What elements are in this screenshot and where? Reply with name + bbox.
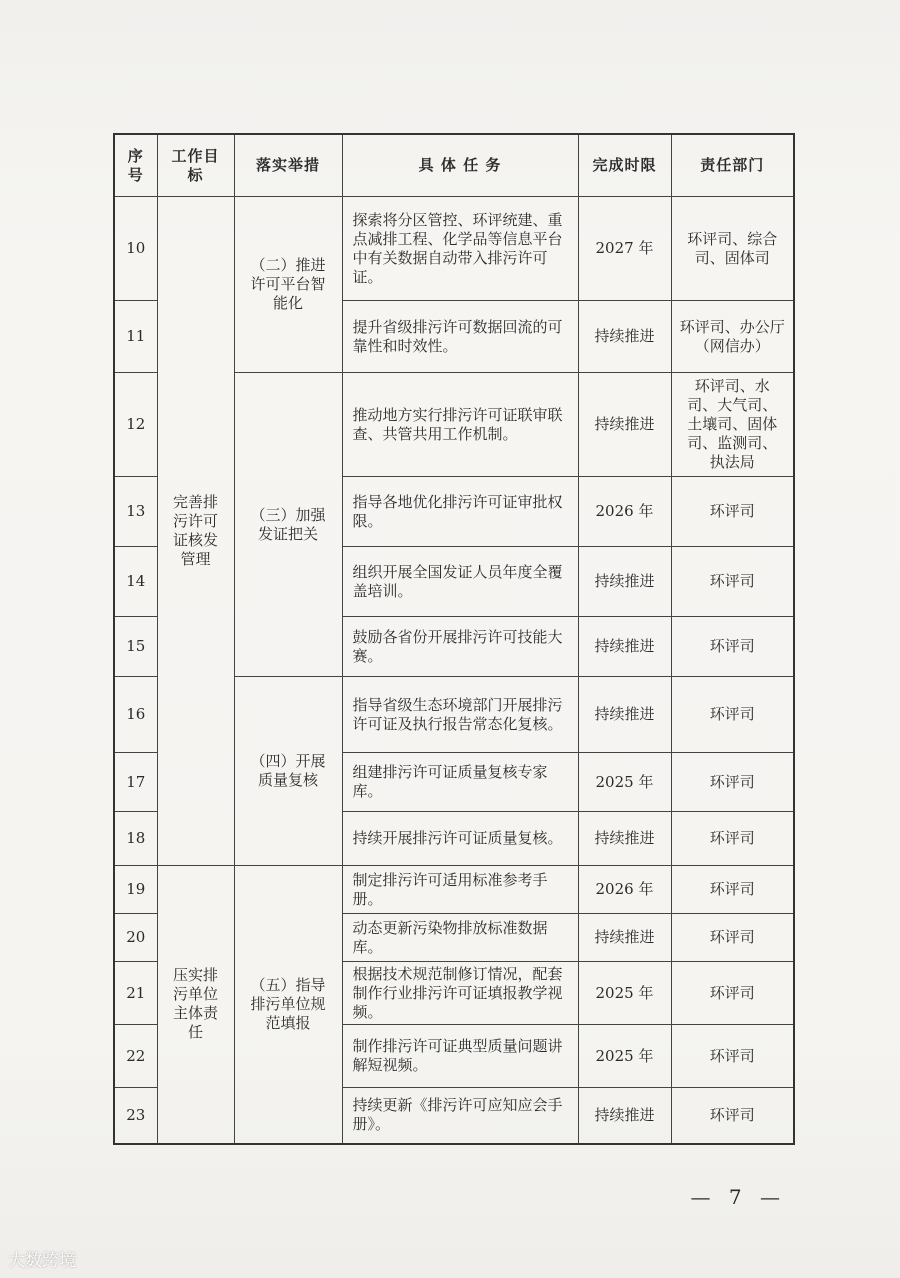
goal-cell: 压实排污单位主体责任 [157,866,234,1144]
dept-cell: 环评司 [671,677,794,753]
measure-cell: （四）开展质量复核 [234,677,342,866]
table-row [114,197,794,301]
deadline-cell: 持续推进 [578,373,671,477]
header-task: 具 体 任 务 [342,134,578,197]
dept-cell: 环评司 [671,1025,794,1088]
dept-cell: 环评司、办公厅（网信办） [671,301,794,373]
row-seq: 19 [114,866,157,914]
dept-cell: 环评司 [671,617,794,677]
dept-cell: 环评司 [671,962,794,1025]
measure-cell: （二）推进许可平台智能化 [234,197,342,373]
header-dept: 责任部门 [671,134,794,197]
task-cell: 指导各地优化排污许可证审批权限。 [342,477,578,547]
table-row [114,866,794,914]
row-seq: 16 [114,677,157,753]
goal-cell: 完善排污许可证核发管理 [157,197,234,866]
task-cell: 鼓励各省份开展排污许可技能大赛。 [342,617,578,677]
row-seq: 12 [114,373,157,477]
deadline-cell: 2026 年 [578,477,671,547]
dept-cell: 环评司 [671,477,794,547]
deadline-cell: 持续推进 [578,1088,671,1144]
deadline-cell: 持续推进 [578,812,671,866]
task-cell: 持续更新《排污许可应知应会手册》。 [342,1088,578,1144]
row-seq: 15 [114,617,157,677]
dept-cell: 环评司、综合司、固体司 [671,197,794,301]
watermark-text: 大数跨境 [8,1251,76,1271]
deadline-cell: 2025 年 [578,962,671,1025]
header-deadline: 完成时限 [578,134,671,197]
task-cell: 推动地方实行排污许可证联审联查、共管共用工作机制。 [342,373,578,477]
header-measure: 落实举措 [234,134,342,197]
dept-cell: 环评司 [671,914,794,962]
task-cell: 指导省级生态环境部门开展排污许可证及执行报告常态化复核。 [342,677,578,753]
row-seq: 13 [114,477,157,547]
task-table [113,133,795,1145]
row-seq: 20 [114,914,157,962]
task-cell: 制作排污许可证典型质量问题讲解短视频。 [342,1025,578,1088]
task-cell: 组织开展全国发证人员年度全覆盖培训。 [342,547,578,617]
measure-cell: （三）加强发证把关 [234,373,342,677]
deadline-cell: 持续推进 [578,617,671,677]
deadline-cell: 持续推进 [578,547,671,617]
dept-cell: 环评司 [671,753,794,812]
row-seq: 21 [114,962,157,1025]
dept-cell: 环评司 [671,1088,794,1144]
deadline-cell: 2026 年 [578,866,671,914]
row-seq: 14 [114,547,157,617]
row-seq: 22 [114,1025,157,1088]
dept-cell: 环评司、水司、大气司、土壤司、固体司、监测司、执法局 [671,373,794,477]
dept-cell: 环评司 [671,547,794,617]
deadline-cell: 持续推进 [578,677,671,753]
row-seq: 23 [114,1088,157,1144]
deadline-cell: 2027 年 [578,197,671,301]
task-cell: 制定排污许可适用标准参考手册。 [342,866,578,914]
dept-cell: 环评司 [671,866,794,914]
task-cell: 根据技术规范制修订情况，配套制作行业排污许可证填报教学视频。 [342,962,578,1025]
row-seq: 10 [114,197,157,301]
page-number: — 7 — [690,1185,786,1209]
header-goal: 工作目标 [157,134,234,197]
measure-cell: （五）指导排污单位规范填报 [234,866,342,1144]
deadline-cell: 2025 年 [578,753,671,812]
header-seq: 序号 [114,134,157,197]
row-seq: 11 [114,301,157,373]
task-cell: 组建排污许可证质量复核专家库。 [342,753,578,812]
deadline-cell: 持续推进 [578,914,671,962]
row-seq: 17 [114,753,157,812]
task-cell: 持续开展排污许可证质量复核。 [342,812,578,866]
dept-cell: 环评司 [671,812,794,866]
row-seq: 18 [114,812,157,866]
task-cell: 提升省级排污许可数据回流的可靠性和时效性。 [342,301,578,373]
deadline-cell: 2025 年 [578,1025,671,1088]
table-header-row [114,134,794,197]
deadline-cell: 持续推进 [578,301,671,373]
task-cell: 动态更新污染物排放标准数据库。 [342,914,578,962]
task-cell: 探索将分区管控、环评统建、重点减排工程、化学品等信息平台中有关数据自动带入排污许可证。 [342,197,578,301]
